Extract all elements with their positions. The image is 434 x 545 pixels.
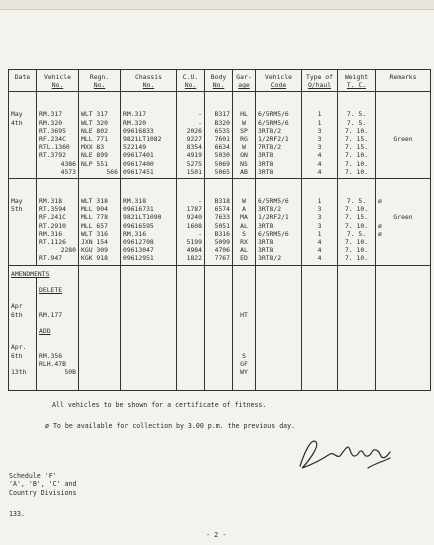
date-cell [9, 143, 37, 151]
body-no-cell: 5099 [205, 238, 233, 246]
weight-cell: 7. 10. [338, 254, 376, 265]
date-cell [9, 246, 37, 254]
chassis-no-cell: 09616833 [121, 127, 177, 135]
table-row [9, 135, 431, 143]
weight-cell: 7. 5. [338, 119, 376, 127]
vehicle-code-cell: 3RT8 [256, 222, 302, 230]
remarks-cell [376, 143, 431, 151]
date-cell [9, 135, 37, 143]
chassis-no-cell: 09616731 [121, 205, 177, 213]
delete-garage: HT [240, 310, 248, 319]
weight-cell: 7. 10. [338, 222, 376, 230]
weight-cell: 7. 10. [338, 168, 376, 179]
remarks-cell: ø [376, 179, 431, 206]
vehicle-code-cell: 6/5RM5/6 [256, 92, 302, 119]
regn-no-cell: KGK 918 [79, 254, 121, 265]
regn-no-cell: MLL 657 [79, 222, 121, 230]
date-cell [9, 160, 37, 168]
body-no-cell: B318 [205, 179, 233, 206]
schedule-group-may-5 [9, 179, 431, 266]
table-row [9, 230, 431, 238]
vehicle-code-cell: 6/5RM5/6 [256, 119, 302, 127]
overhaul-type-cell: 3 [302, 213, 338, 221]
garage-cell: NS [233, 160, 256, 168]
vehicle-code-cell: 7RT8/2 [256, 143, 302, 151]
vehicle-no-cell: RM.316 [37, 230, 79, 238]
date-cell [9, 213, 37, 221]
regn-no-cell: KGU 309 [79, 246, 121, 254]
overhaul-type-cell: 1 [302, 92, 338, 119]
remarks-cell [376, 246, 431, 254]
date-cell [9, 222, 37, 230]
garage-cell: RX [233, 238, 256, 246]
header-body-no: Body No. [205, 70, 233, 92]
table-row [9, 143, 431, 151]
vehicle-no-cell: RT.1126 [37, 238, 79, 246]
add-row: 13th 50B WY [9, 368, 431, 391]
chassis-no-cell: 09617400 [121, 160, 177, 168]
vehicle-no-cell: RM.320 [37, 119, 79, 127]
regn-no-cell: NLP 551 [79, 160, 121, 168]
remarks-cell [376, 119, 431, 127]
garage-cell: A [233, 205, 256, 213]
weight-cell: 7. 10. [338, 127, 376, 135]
vehicle-code-cell: 3RT8/2 [256, 205, 302, 213]
table-row [9, 151, 431, 159]
body-no-cell: 6535 [205, 127, 233, 135]
weight-cell: 7. 10. [338, 205, 376, 213]
table-row [9, 160, 431, 168]
vehicle-no-cell: RF.241C [37, 213, 79, 221]
header-vehicle-no: Vehicle No. [37, 70, 79, 92]
header-garage: Gar- age [233, 70, 256, 92]
chassis-no-cell: 9821LT1082 [121, 135, 177, 143]
garage-cell: HL [233, 92, 256, 119]
delete-label-row [9, 286, 431, 294]
regn-no-cell: JXN 154 [79, 238, 121, 246]
garage-cell: W [233, 119, 256, 127]
garage-cell: RG [233, 135, 256, 143]
vehicle-no-cell: RT.3792 [37, 151, 79, 159]
vehicle-code-cell: 3RT8 [256, 246, 302, 254]
regn-no-cell: MLL 904 [79, 205, 121, 213]
vehicle-no-cell: RT.3695 [37, 127, 79, 135]
regn-no-cell: WLT 316 [79, 230, 121, 238]
note-collection: ø To be available for collection by 3.00 p.m. the previous day. [45, 422, 296, 430]
header-regn-no: Regn. No. [79, 70, 121, 92]
add-label: ADD [39, 327, 51, 336]
remarks-cell [376, 238, 431, 246]
table-row [9, 119, 431, 127]
vehicle-code-cell: 3RT8 [256, 160, 302, 168]
regn-no-cell: MLL 778 [79, 213, 121, 221]
garage-cell: ED [233, 254, 256, 265]
regn-no-cell: WLT 320 [79, 119, 121, 127]
overhaul-type-cell: 4 [302, 238, 338, 246]
body-no-cell: B320 [205, 119, 233, 127]
chassis-no-cell: RM.318 [121, 179, 177, 206]
overhaul-type-cell: 3 [302, 135, 338, 143]
overhaul-type-cell: 4 [302, 160, 338, 168]
vehicle-no-cell: RM.318 [37, 179, 79, 206]
vehicle-code-cell: 6/5RM5/6 [256, 179, 302, 206]
table-row [9, 222, 431, 230]
header-vehicle-code: Vehicle Code [256, 70, 302, 92]
vehicle-code-cell: 1/2RF2/1 [256, 135, 302, 143]
delete-label: DELETE [39, 286, 63, 295]
body-no-cell: B317 [205, 92, 233, 119]
garage-cell: AL [233, 222, 256, 230]
garage-cell: W [233, 143, 256, 151]
table-row [9, 213, 431, 221]
schedule-group-may-4 [9, 92, 431, 179]
overhaul-type-cell: 3 [302, 127, 338, 135]
vehicle-no-cell: 4573 [37, 168, 79, 179]
weight-cell: 7. 15. [338, 135, 376, 143]
garage-cell: S [233, 230, 256, 238]
regn-no-cell: WLT 317 [79, 92, 121, 119]
body-no-cell: 5030 [205, 151, 233, 159]
body-no-cell: 7633 [205, 213, 233, 221]
header-cu-no: C.U. No. [177, 70, 205, 92]
overhaul-schedule-table [8, 69, 431, 391]
chassis-no-cell: 09617451 [121, 168, 177, 179]
notes [45, 400, 296, 431]
chassis-no-cell: 09616595 [121, 222, 177, 230]
weight-cell: 7. 10. [338, 238, 376, 246]
chassis-no-cell: RM.317 [121, 92, 177, 119]
cu-no-cell: 8354 [177, 143, 205, 151]
vehicle-no-cell: RM.317 [37, 92, 79, 119]
chassis-no-cell: RM.316 [121, 230, 177, 238]
chassis-no-cell: 9821LT1090 [121, 213, 177, 221]
table-row [9, 205, 431, 213]
date-cell: 4th [9, 119, 37, 127]
vehicle-code-cell: 1/2RF2/1 [256, 213, 302, 221]
cu-no-cell: 1787 [177, 205, 205, 213]
cu-no-cell: 4919 [177, 151, 205, 159]
remarks-cell: Green [376, 213, 431, 221]
overhaul-type-cell: 3 [302, 143, 338, 151]
delete-row [9, 302, 431, 318]
chassis-no-cell: 09613047 [121, 246, 177, 254]
amendments-section [9, 265, 431, 391]
header-date: Date [9, 70, 37, 92]
cu-no-cell: - [177, 92, 205, 119]
date-cell: 5th [9, 205, 37, 213]
overhaul-type-cell: 4 [302, 151, 338, 159]
body-no-cell: 5051 [205, 222, 233, 230]
add-row: Apr. 6th RM.356 S [9, 343, 431, 359]
vehicle-no-cell: RF.234C [37, 135, 79, 143]
page-number: - 2 - [206, 531, 227, 539]
date-cell [9, 127, 37, 135]
weight-cell: 7. 5. [338, 92, 376, 119]
body-no-cell: 6634 [205, 143, 233, 151]
vehicle-no-cell: RT.2910 [37, 222, 79, 230]
date-cell: May [9, 179, 37, 206]
cu-no-cell: - [177, 119, 205, 127]
vehicle-code-cell: 3RT8/2 [256, 254, 302, 265]
regn-no-cell: NLE 899 [79, 151, 121, 159]
body-no-cell: 6574 [205, 205, 233, 213]
date-cell [9, 151, 37, 159]
cu-no-cell: 5275 [177, 160, 205, 168]
add-row: RLH.47B GF [9, 360, 431, 368]
header-remarks: Remarks [376, 70, 431, 92]
vehicle-no-cell: RT.3594 [37, 205, 79, 213]
date-cell: May [9, 92, 37, 119]
table-row [9, 127, 431, 135]
table-row [9, 168, 431, 179]
garage-cell: SP [233, 127, 256, 135]
chassis-no-cell: 522149 [121, 143, 177, 151]
vehicle-no-cell: RTL.1360 [37, 143, 79, 151]
remarks-cell: ø [376, 230, 431, 238]
vehicle-code-cell: 6/5RM5/6 [256, 230, 302, 238]
header-weight: Weight T. C. [338, 70, 376, 92]
cu-no-cell: 2026 [177, 127, 205, 135]
header-chassis-no: Chassis No. [121, 70, 177, 92]
weight-cell: 7. 15. [338, 213, 376, 221]
garage-cell: MA [233, 213, 256, 221]
regn-no-cell: MLL 771 [79, 135, 121, 143]
remarks-cell: Green [376, 135, 431, 143]
table-row [9, 246, 431, 254]
remarks-cell [376, 254, 431, 265]
date-cell [9, 254, 37, 265]
cu-no-cell: 4984 [177, 246, 205, 254]
vehicle-no-cell: 4386 [37, 160, 79, 168]
schedule-number: 133. [9, 510, 25, 518]
overhaul-type-cell: 4 [302, 254, 338, 265]
date-cell [9, 238, 37, 246]
remarks-cell [376, 151, 431, 159]
table-row [9, 179, 431, 206]
weight-cell: 7. 10. [338, 151, 376, 159]
weight-cell: 7. 5. [338, 230, 376, 238]
signature [290, 428, 400, 478]
amendments-title: AMENDMENTS [11, 269, 50, 278]
weight-cell: 7. 5. [338, 179, 376, 206]
header-row [9, 70, 431, 92]
delete-date: Apr 6th [9, 302, 37, 318]
overhaul-type-cell: 3 [302, 222, 338, 230]
page-top-edge [0, 0, 434, 10]
body-no-cell: 5069 [205, 160, 233, 168]
cu-no-cell: - [177, 230, 205, 238]
regn-no-cell: NLE 802 [79, 127, 121, 135]
body-no-cell: 4706 [205, 246, 233, 254]
garage-cell: W [233, 179, 256, 206]
overhaul-type-cell: 1 [302, 119, 338, 127]
cu-no-cell: 9240 [177, 213, 205, 221]
cu-no-cell: 9227 [177, 135, 205, 143]
note-certificate: All vehicles to be shown for a certificate of fitness. [52, 401, 267, 409]
remarks-cell: ø [376, 222, 431, 230]
body-no-cell: 7767 [205, 254, 233, 265]
table-row [9, 92, 431, 119]
weight-cell: 7. 10. [338, 160, 376, 168]
vehicle-code-cell: 3RT8 [256, 168, 302, 179]
table-row [9, 238, 431, 246]
add-label-row [9, 327, 431, 335]
garage-cell: ON [233, 151, 256, 159]
overhaul-type-cell: 4 [302, 246, 338, 254]
table-row [9, 254, 431, 265]
regn-no-cell: 566 [79, 168, 121, 179]
vehicle-code-cell: 3RT8 [256, 238, 302, 246]
regn-no-cell: MXX 83 [79, 143, 121, 151]
schedule-reference: Schedule 'F' 'A', 'B', 'C' and Country Divisions [9, 472, 77, 497]
remarks-cell [376, 168, 431, 179]
weight-cell: 7. 10. [338, 246, 376, 254]
chassis-no-cell: 09612708 [121, 238, 177, 246]
header-type-of-overhaul: Type of O/haul [302, 70, 338, 92]
body-no-cell: 5065 [205, 168, 233, 179]
date-cell [9, 230, 37, 238]
garage-cell: AL [233, 246, 256, 254]
body-no-cell: B316 [205, 230, 233, 238]
vehicle-no-cell: 2280 [37, 246, 79, 254]
regn-no-cell: WLT 318 [79, 179, 121, 206]
vehicle-code-cell: 3RT8/2 [256, 127, 302, 135]
overhaul-type-cell: 1 [302, 230, 338, 238]
weight-cell: 7. 15. [338, 143, 376, 151]
vehicle-no-cell: RT.947 [37, 254, 79, 265]
delete-vehicle: RM.177 [39, 310, 63, 319]
cu-no-cell: 1501 [177, 168, 205, 179]
cu-no-cell: 1822 [177, 254, 205, 265]
body-no-cell: 7601 [205, 135, 233, 143]
date-cell [9, 168, 37, 179]
overhaul-type-cell: 1 [302, 179, 338, 206]
chassis-no-cell: RM.320 [121, 119, 177, 127]
remarks-cell [376, 205, 431, 213]
remarks-cell [376, 92, 431, 119]
chassis-no-cell: 09612951 [121, 254, 177, 265]
remarks-cell [376, 160, 431, 168]
cu-no-cell: 5199 [177, 238, 205, 246]
remarks-cell [376, 127, 431, 135]
garage-cell: AB [233, 168, 256, 179]
chassis-no-cell: 09617401 [121, 151, 177, 159]
amendments-title-row [9, 265, 431, 278]
overhaul-type-cell: 4 [302, 168, 338, 179]
vehicle-code-cell: 3RT8 [256, 151, 302, 159]
cu-no-cell: 1608 [177, 222, 205, 230]
overhaul-type-cell: 3 [302, 205, 338, 213]
cu-no-cell: - [177, 179, 205, 206]
